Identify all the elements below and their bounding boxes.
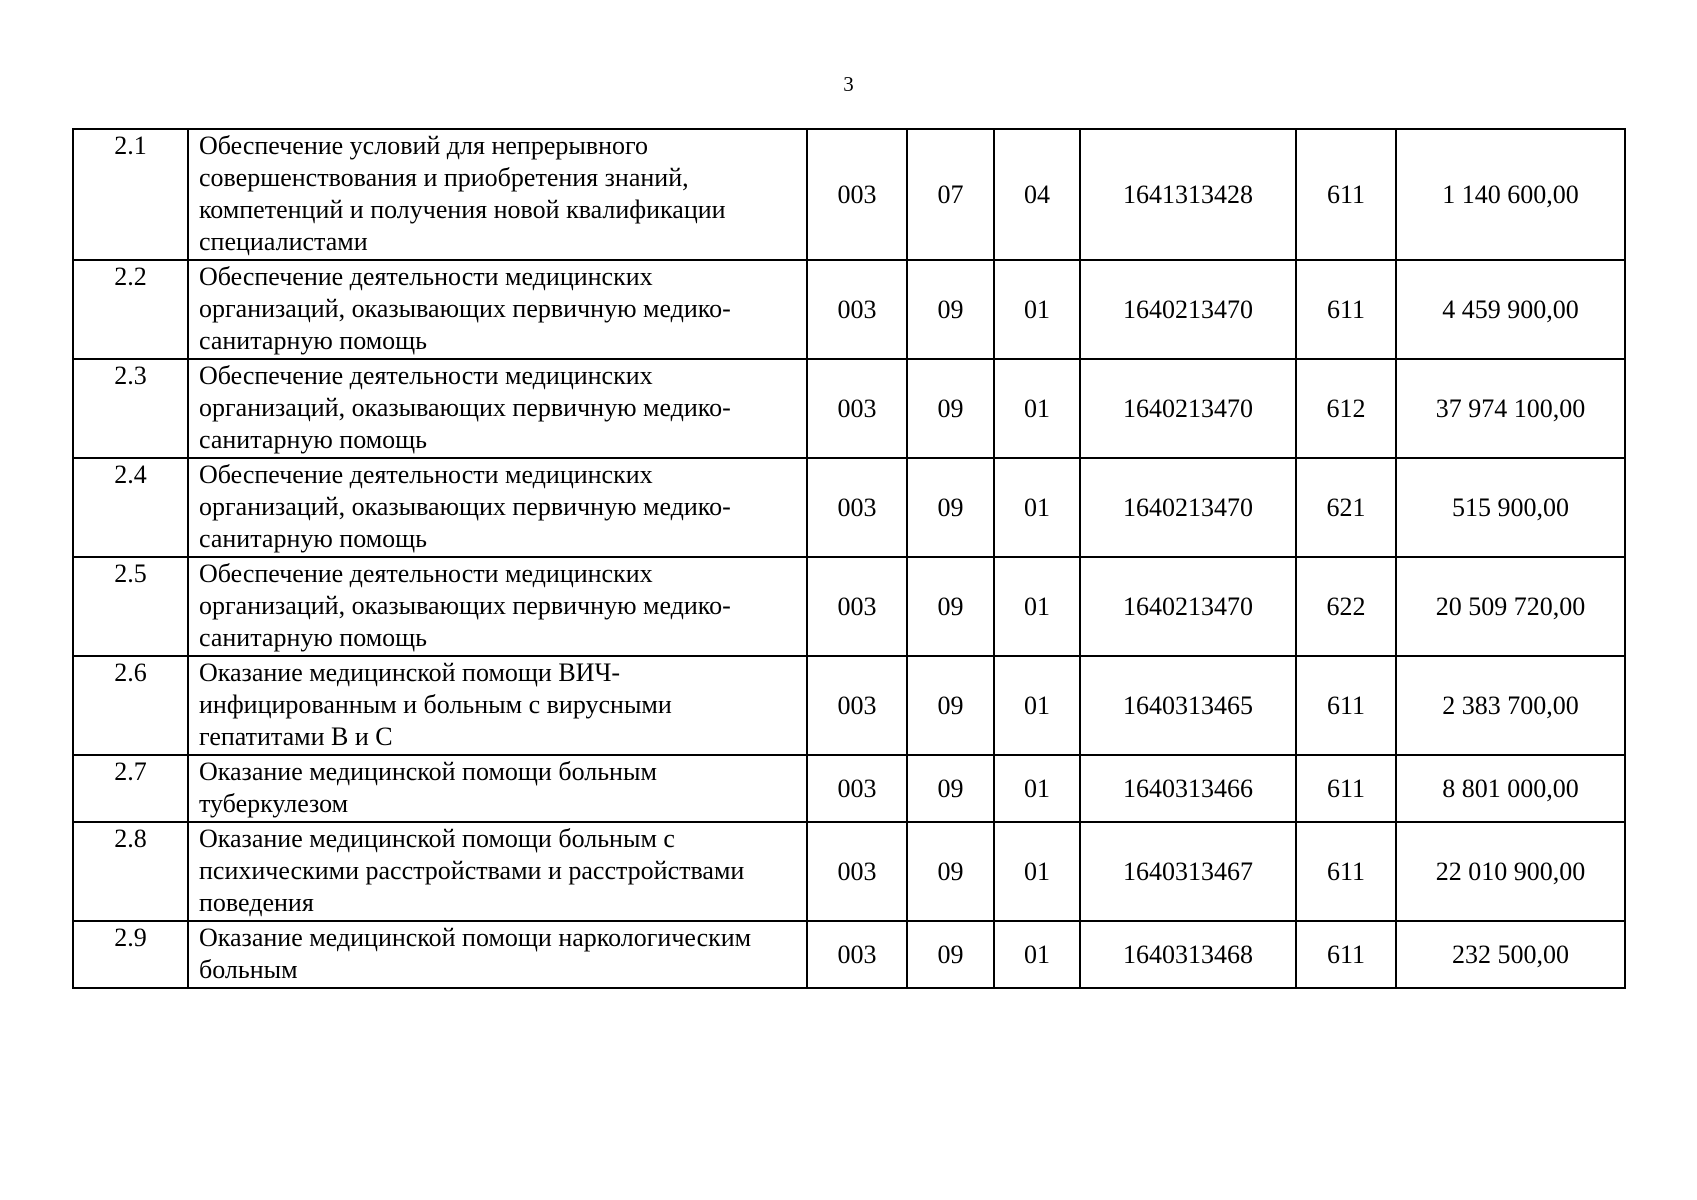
ministry-code: 003 xyxy=(807,129,907,260)
amount: 1 140 600,00 xyxy=(1396,129,1625,260)
expense-type-code: 611 xyxy=(1296,921,1396,988)
row-number: 2.7 xyxy=(73,755,188,822)
expense-type-code: 611 xyxy=(1296,822,1396,921)
table-row xyxy=(73,921,1625,988)
subsection-code: 01 xyxy=(994,557,1080,656)
ministry-code: 003 xyxy=(807,822,907,921)
section-code: 07 xyxy=(907,129,994,260)
section-code: 09 xyxy=(907,359,994,458)
amount: 4 459 900,00 xyxy=(1396,260,1625,359)
target-article-code: 1640213470 xyxy=(1080,458,1296,557)
ministry-code: 003 xyxy=(807,921,907,988)
expense-type-code: 611 xyxy=(1296,755,1396,822)
row-description: Обеспечение условий для непрерывного совершенствования и приобретения знаний, компетенций и получения новой квалификации специалистами xyxy=(188,129,807,260)
row-number: 2.1 xyxy=(73,129,188,260)
target-article-code: 1641313428 xyxy=(1080,129,1296,260)
section-code: 09 xyxy=(907,921,994,988)
target-article-code: 1640313467 xyxy=(1080,822,1296,921)
row-description: Оказание медицинской помощи наркологическим больным xyxy=(188,921,807,988)
ministry-code: 003 xyxy=(807,656,907,755)
section-code: 09 xyxy=(907,822,994,921)
target-article-code: 1640313465 xyxy=(1080,656,1296,755)
expense-type-code: 612 xyxy=(1296,359,1396,458)
subsection-code: 04 xyxy=(994,129,1080,260)
section-code: 09 xyxy=(907,260,994,359)
subsection-code: 01 xyxy=(994,921,1080,988)
expense-type-code: 611 xyxy=(1296,656,1396,755)
row-number: 2.6 xyxy=(73,656,188,755)
row-number: 2.9 xyxy=(73,921,188,988)
target-article-code: 1640213470 xyxy=(1080,359,1296,458)
row-description: Обеспечение деятельности медицинских организаций, оказывающих первичную медико-санитарную помощь xyxy=(188,359,807,458)
expense-type-code: 621 xyxy=(1296,458,1396,557)
amount: 232 500,00 xyxy=(1396,921,1625,988)
row-description: Обеспечение деятельности медицинских организаций, оказывающих первичную медико-санитарную помощь xyxy=(188,458,807,557)
row-number: 2.5 xyxy=(73,557,188,656)
table-row xyxy=(73,557,1625,656)
table-row xyxy=(73,458,1625,557)
section-code: 09 xyxy=(907,656,994,755)
ministry-code: 003 xyxy=(807,359,907,458)
expense-type-code: 611 xyxy=(1296,260,1396,359)
row-description: Обеспечение деятельности медицинских организаций, оказывающих первичную медико-санитарную помощь xyxy=(188,260,807,359)
row-description: Обеспечение деятельности медицинских организаций, оказывающих первичную медико-санитарную помощь xyxy=(188,557,807,656)
table-row xyxy=(73,359,1625,458)
amount: 20 509 720,00 xyxy=(1396,557,1625,656)
target-article-code: 1640313466 xyxy=(1080,755,1296,822)
ministry-code: 003 xyxy=(807,755,907,822)
subsection-code: 01 xyxy=(994,822,1080,921)
subsection-code: 01 xyxy=(994,755,1080,822)
subsection-code: 01 xyxy=(994,458,1080,557)
table-row xyxy=(73,822,1625,921)
amount: 8 801 000,00 xyxy=(1396,755,1625,822)
target-article-code: 1640213470 xyxy=(1080,557,1296,656)
section-code: 09 xyxy=(907,557,994,656)
amount: 515 900,00 xyxy=(1396,458,1625,557)
table-row xyxy=(73,129,1625,260)
row-number: 2.2 xyxy=(73,260,188,359)
ministry-code: 003 xyxy=(807,557,907,656)
section-code: 09 xyxy=(907,458,994,557)
row-description: Оказание медицинской помощи больным туберкулезом xyxy=(188,755,807,822)
budget-allocation-table xyxy=(72,128,1626,989)
subsection-code: 01 xyxy=(994,260,1080,359)
table-row xyxy=(73,260,1625,359)
row-number: 2.3 xyxy=(73,359,188,458)
table-row xyxy=(73,755,1625,822)
row-number: 2.8 xyxy=(73,822,188,921)
amount: 37 974 100,00 xyxy=(1396,359,1625,458)
row-number: 2.4 xyxy=(73,458,188,557)
target-article-code: 1640213470 xyxy=(1080,260,1296,359)
expense-type-code: 611 xyxy=(1296,129,1396,260)
row-description: Оказание медицинской помощи больным с психическими расстройствами и расстройствами поведения xyxy=(188,822,807,921)
subsection-code: 01 xyxy=(994,656,1080,755)
section-code: 09 xyxy=(907,755,994,822)
table-row xyxy=(73,656,1625,755)
page-number: 3 xyxy=(843,72,854,96)
target-article-code: 1640313468 xyxy=(1080,921,1296,988)
amount: 22 010 900,00 xyxy=(1396,822,1625,921)
expense-type-code: 622 xyxy=(1296,557,1396,656)
ministry-code: 003 xyxy=(807,260,907,359)
amount: 2 383 700,00 xyxy=(1396,656,1625,755)
subsection-code: 01 xyxy=(994,359,1080,458)
row-description: Оказание медицинской помощи ВИЧ-инфицированным и больным с вирусными гепатитами В и С xyxy=(188,656,807,755)
ministry-code: 003 xyxy=(807,458,907,557)
